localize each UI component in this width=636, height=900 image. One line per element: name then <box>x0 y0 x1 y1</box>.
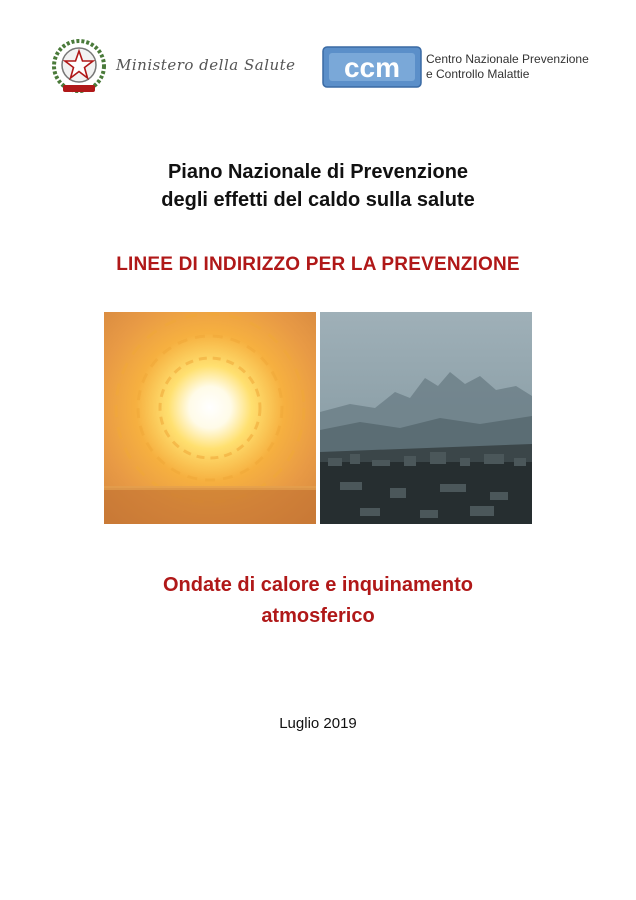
italian-emblem-icon <box>50 38 108 96</box>
ccm-subtitle-line1: Centro Nazionale Prevenzione <box>426 52 589 66</box>
smog-city-image <box>320 312 532 524</box>
ministry-logo <box>50 36 300 100</box>
ccm-logo-icon <box>322 46 422 88</box>
ccm-logo-text: ccm <box>343 52 401 83</box>
sun-image <box>104 312 316 524</box>
ccm-logo <box>322 44 612 92</box>
ministry-name: Ministero della Salute <box>116 56 296 74</box>
topic-line-1: Ondate di calore e inquinamento <box>162 574 474 596</box>
topic-line-2: atmosferico <box>261 605 375 627</box>
publication-date: Luglio 2019 <box>279 715 357 732</box>
ccm-subtitle-line2: e Controllo Malattie <box>426 67 530 81</box>
title-line-2: degli effetti del caldo sulla salute <box>161 189 475 211</box>
document-title <box>0 158 636 214</box>
document-topic <box>0 570 636 632</box>
document-subtitle: LINEE DI INDIRIZZO PER LA PREVENZIONE <box>116 254 520 275</box>
title-line-1: Piano Nazionale di Prevenzione <box>167 161 469 183</box>
